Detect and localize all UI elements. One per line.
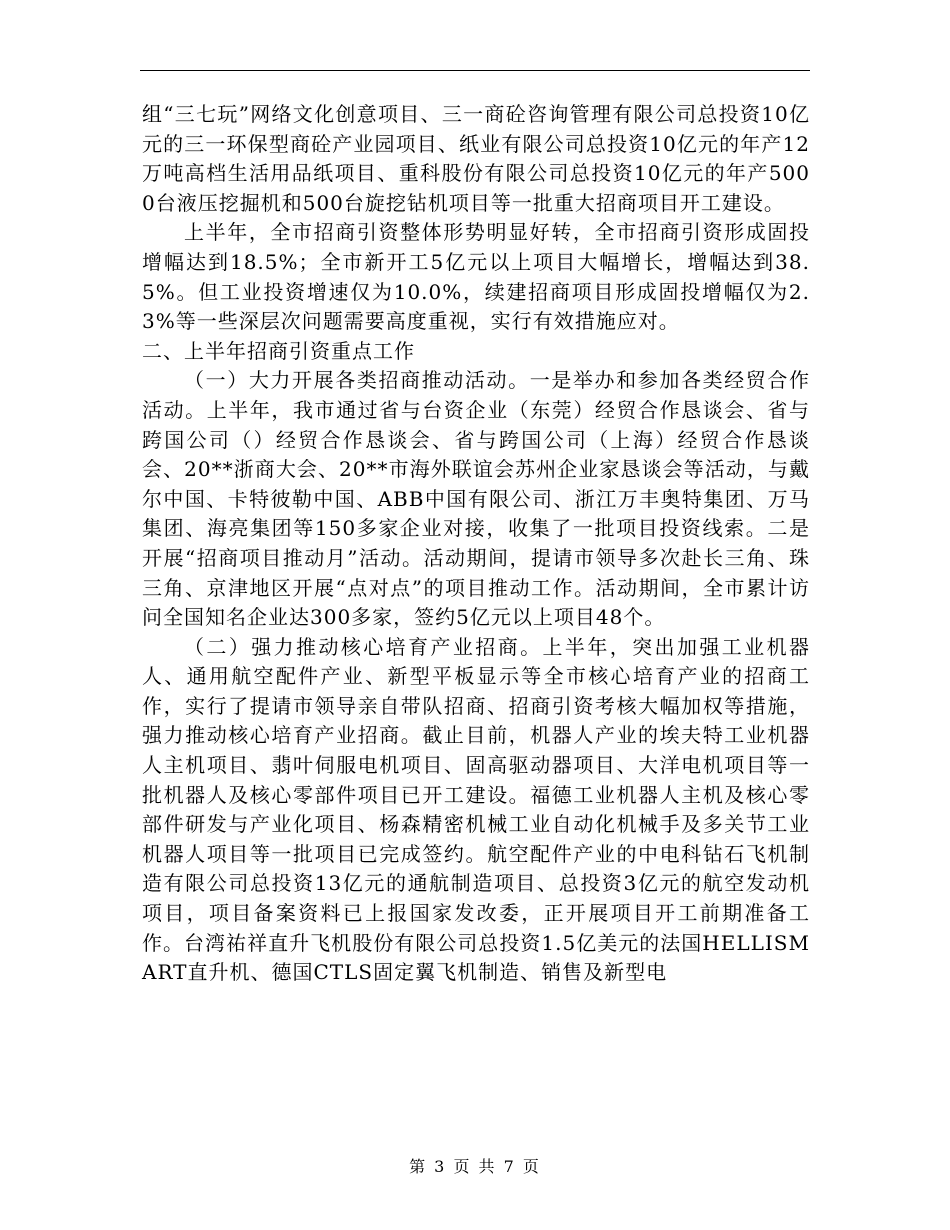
paragraph-first-half-summary: 上半年，全市招商引资整体形势明显好转，全市招商引资形成固投增幅达到18.5%；全市新开工5亿元以上项目大幅增长，增幅达到38.5%。但工业投资增速仅为10.0%，续建招商项目形成固投增幅仅为2.3%等一些深层次问题需要高度重视，实行有效措施应对。	[142, 220, 810, 334]
page-number: 第 3 页 共 7 页	[409, 1157, 541, 1176]
section-heading: 二、上半年招商引资重点工作	[142, 338, 415, 363]
header-rule	[140, 70, 810, 71]
paragraph-continuation: 组“三七玩”网络文化创意项目、三一商砼咨询管理有限公司总投资10亿元的三一环保型商砼产业园项目、纸业有限公司总投资10亿元的年产12万吨高档生活用品纸项目、重科股份有限公司总投资10亿元的年产5000台液压挖掘机和500台旋挖钻机项目等一批重大招商项目开工建设。	[142, 102, 810, 215]
paragraph-core-industries: （二）强力推动核心培育产业招商。上半年，突出加强工业机器人、通用航空配件产业、新型平板显示等全市核心培育产业的招商工作，实行了提请市领导亲自带队招商、招商引资考核大幅加权等措施，强力推动核心培育产业招商。截止目前，机器人产业的埃夫特工业机器人主机项目、翡叶伺服电机项目、固高驱动器项目、大洋电机项目等一批机器人及核心零部件项目已开工建设。福德工业机器人主机及核心零部件研发与产业化项目、杨森精密机械工业自动化机械手及多关节工业机器人项目等一批项目已完成签约。航空配件产业的中电科钻石飞机制造有限公司总投资13亿元的通航制造项目、总投资3亿元的航空发动机项目，项目备案资料已上报国家发改委，正开展项目开工前期准备工作。台湾祐祥直升飞机股份有限公司总投资1.5亿美元的法国HELLISMART直升机、德国CTLS固定翼飞机制造、销售及新型电	[142, 634, 810, 985]
document-body	[142, 100, 810, 988]
paragraph-promotion-activities: （一）大力开展各类招商推动活动。一是举办和参加各类经贸合作活动。上半年，我市通过省与台资企业（东莞）经贸合作恳谈会、省与跨国公司（）经贸合作恳谈会、省与跨国公司（上海）经贸合作恳谈会、20**浙商大会、20**市海外联谊会苏州企业家恳谈会等活动，与戴尔中国、卡特彼勒中国、ABB中国有限公司、浙江万丰奥特集团、万马集团、海亮集团等150多家企业对接，收集了一批项目投资线索。二是开展“招商项目推动月”活动。活动期间，提请市领导多次赴长三角、珠三角、京津地区开展“点对点”的项目推动工作。活动期间，全市累计访问全国知名企业达300多家，签约5亿元以上项目48个。	[142, 368, 810, 630]
